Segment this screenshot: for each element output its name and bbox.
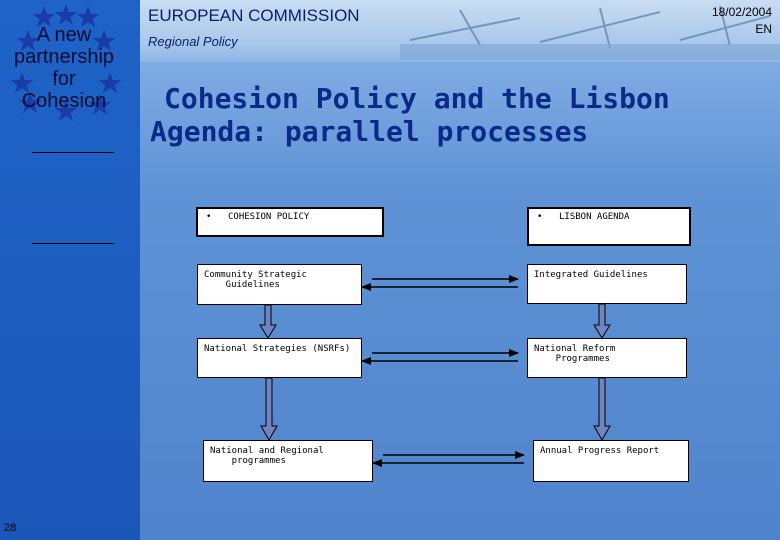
header-dept: Regional Policy: [148, 34, 238, 49]
slide-title-line: Agenda: parallel processes: [150, 115, 589, 148]
box-label: Community Strategic Guidelines: [204, 270, 307, 290]
sidebar-title-line: partnership: [13, 46, 115, 68]
box-label: National and Regional programmes: [210, 446, 324, 466]
box-label: National Strategies (NSRFs): [204, 344, 351, 354]
bullet: •: [537, 212, 543, 222]
slide-title-line: Cohesion Policy and the Lisbon: [164, 82, 670, 115]
box-label: Integrated Guidelines: [534, 270, 648, 280]
sidebar-title-line: Cohesion: [21, 90, 107, 112]
header-lang: EN: [755, 22, 772, 36]
block-arrows: [260, 304, 610, 440]
sidebar-title-line: A new: [36, 24, 92, 46]
box-label: Annual Progress Report: [540, 446, 660, 456]
sidebar-title-line: for: [52, 68, 76, 90]
down-arrow: [594, 304, 610, 338]
double-arrows: [362, 279, 524, 463]
header-label: LISBON AGENDA: [559, 212, 630, 222]
header-org: EUROPEAN COMMISSION: [148, 6, 360, 25]
down-arrow: [260, 305, 276, 338]
page-number: 28: [4, 522, 17, 534]
header-date: 18/02/2004: [711, 5, 772, 19]
header-label: COHESION POLICY: [228, 212, 310, 222]
down-arrow: [594, 378, 610, 440]
down-arrow: [261, 378, 277, 440]
box-label: National Reform Programmes: [534, 344, 616, 364]
bullet: •: [206, 212, 212, 222]
